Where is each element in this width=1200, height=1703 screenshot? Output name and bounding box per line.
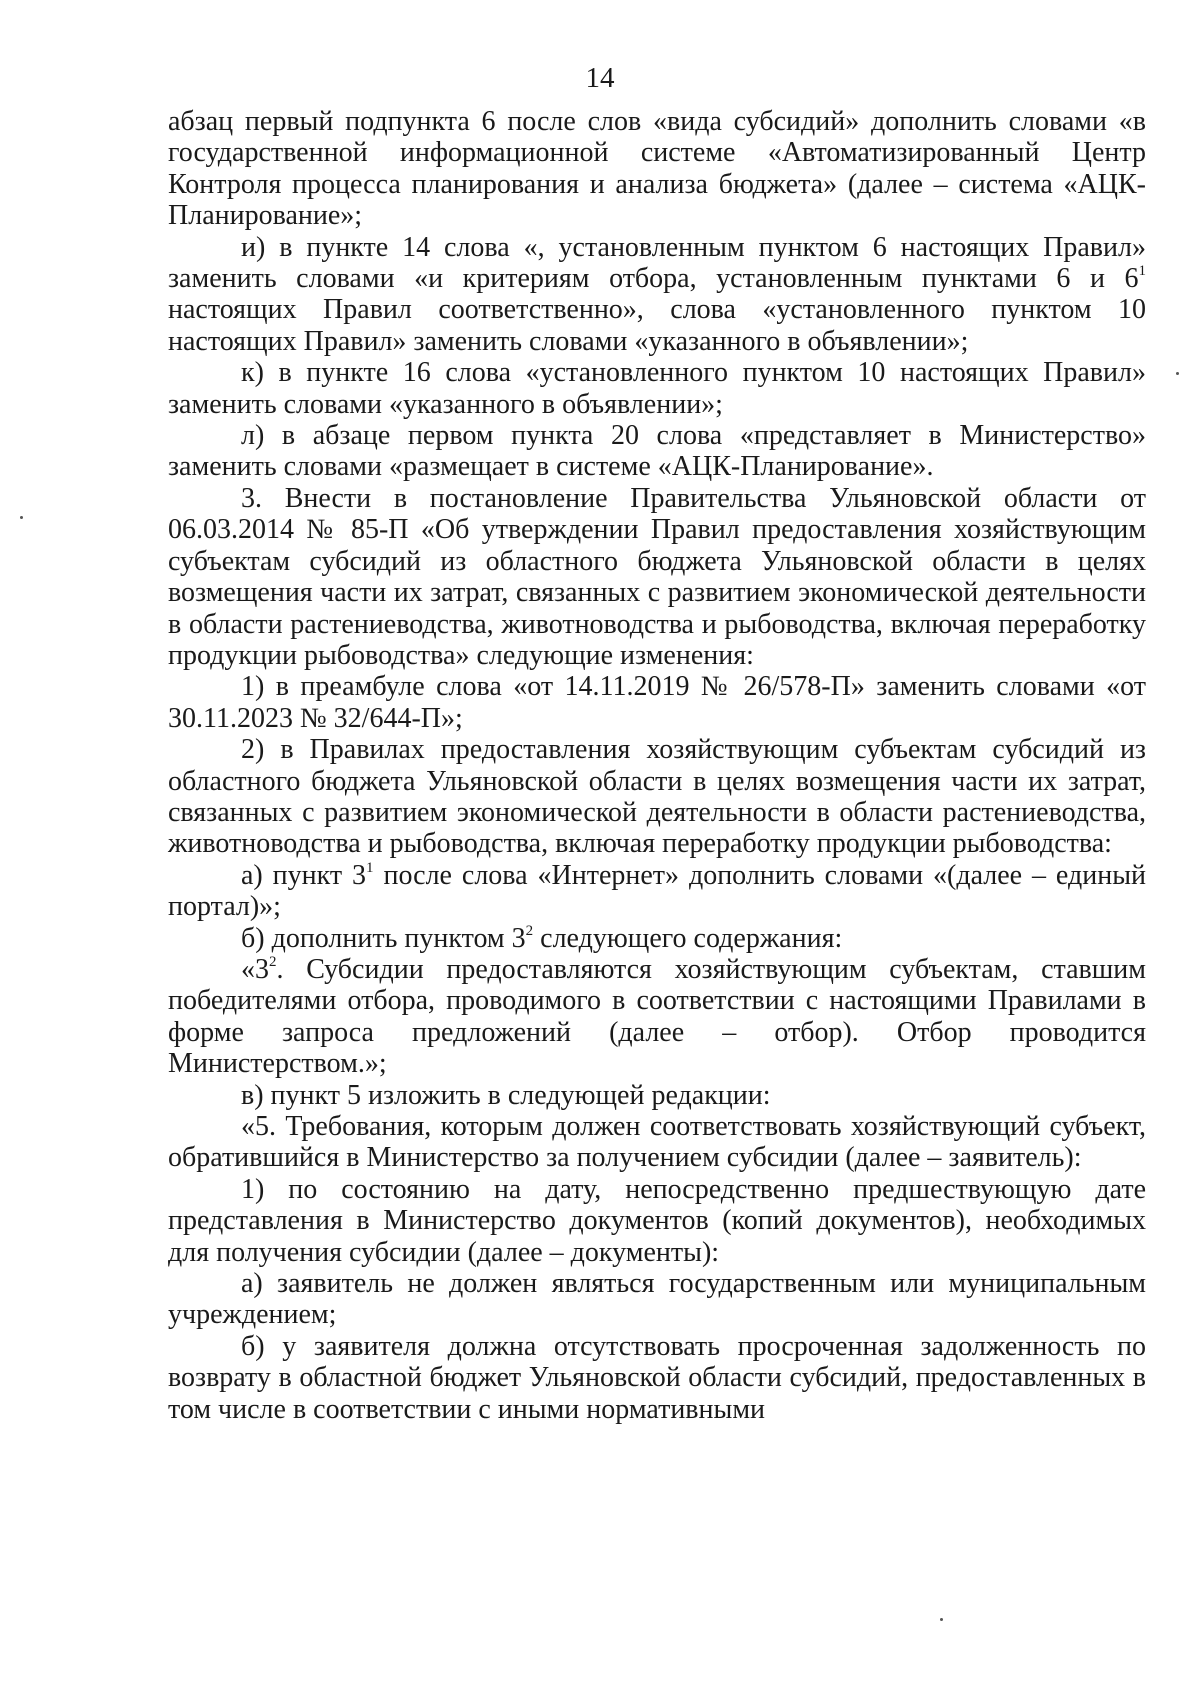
text-run: и) в пункте 14 слова «, установленным пунктом 6 настоящих Правил» заменить словами «и критериям отбора, установленным пунктами 6 и 6 — [168, 231, 1146, 295]
scan-speck — [20, 516, 23, 519]
paragraph — [168, 954, 1146, 1080]
scan-speck — [940, 1618, 943, 1621]
superscript: 2 — [525, 922, 534, 939]
text-run: 1) по состоянию на дату, непосредственно предшествующую дате представления в Министерство документов (копий документов), необходимых для получения субсидии (далее – документы): — [168, 1173, 1146, 1268]
paragraph — [168, 232, 1146, 358]
scan-speck — [1176, 372, 1179, 375]
text-run: 2) в Правилах предоставления хозяйствующим субъектам субсидий из областного бюджета Ульяновской области в целях возмещения части их затрат, связанных с развитием экономической деятельности в области растениеводства, животноводства и рыбоводства, включая переработку продукции рыбоводства: — [168, 734, 1146, 860]
paragraph — [168, 1111, 1146, 1174]
paragraph — [168, 357, 1146, 420]
superscript: 1 — [366, 859, 374, 876]
text-run: а) пункт 3 — [241, 859, 367, 891]
text-run: настоящих Правил соответственно», слова «установленного пунктом 10 настоящих Правил» заменить словами «указанного в объявлении»; — [168, 294, 1146, 357]
text-run: «5. Требования, которым должен соответствовать хозяйствующий субъект, обратившийся в Министерство за получением субсидии (далее – заявитель): — [168, 1111, 1146, 1174]
text-run: б) дополнить пунктом 3 — [241, 922, 526, 954]
paragraph — [168, 734, 1146, 860]
paragraph — [168, 483, 1146, 671]
text-run: 3. Внести в постановление Правительства Ульяновской области от 06.03.2014 № 85-П «Об утверждении Правил предоставления хозяйствующим субъектам субсидий из областного бюджета Ульяновской области в целях возмещения части их затрат, связанных с развитием экономической деятельности в области растениеводства, животноводства и рыбоводства, включая переработку продукции рыбоводства» следующие изменения: — [168, 482, 1146, 671]
text-run: в) пункт 5 изложить в следующей редакции: — [241, 1079, 771, 1111]
paragraph — [168, 106, 1146, 232]
text-run: . Субсидии предоставляются хозяйствующим субъектам, ставшим победителями отбора, проводимого в соответствии с настоящими Правилами в форме запроса предложений (далее – отбор). Отбор проводится Министерством.»; — [168, 953, 1146, 1080]
page-number: 14 — [585, 62, 615, 94]
paragraph — [168, 860, 1146, 923]
superscript: 2 — [269, 953, 277, 970]
text-run: л) в абзаце первом пункта 20 слова «представляет в Министерство» заменить словами «размещает в системе «АЦК-Планирование». — [168, 420, 1146, 483]
paragraph — [168, 923, 1146, 954]
text-run: б) у заявителя должна отсутствовать просроченная задолженность по возврату в областной бюджет Ульяновской области субсидий, предоставленных в том числе в соответствии с иными нормативными — [168, 1330, 1146, 1425]
text-run: следующего содержания: — [533, 922, 843, 954]
paragraph — [168, 420, 1146, 483]
text-run: абзац первый подпункта 6 после слов «вида субсидий» дополнить словами «в государственной информационной системе «Автоматизированный Центр Контроля процесса планирования и анализа бюджета» (далее – система «АЦК-Планирование»; — [168, 106, 1146, 232]
paragraph — [168, 671, 1146, 734]
document-body — [168, 106, 1146, 1425]
text-run: к) в пункте 16 слова «установленного пунктом 10 настоящих Правил» заменить словами «указанного в объявлении»; — [168, 357, 1146, 420]
text-run: 1) в преамбуле слова «от 14.11.2019 № 26/578-П» заменить словами «от 30.11.2023 № 32/644-П»; — [168, 671, 1146, 734]
paragraph — [168, 1174, 1146, 1268]
paragraph — [168, 1268, 1146, 1331]
text-run: а) заявитель не должен являться государственным или муниципальным учреждением; — [168, 1268, 1146, 1331]
superscript: 1 — [1138, 263, 1146, 280]
paragraph — [168, 1331, 1146, 1425]
text-run: после слова «Интернет» дополнить словами «(далее – единый портал)»; — [168, 859, 1146, 923]
paragraph — [168, 1080, 1146, 1111]
text-run: «3 — [241, 953, 269, 985]
